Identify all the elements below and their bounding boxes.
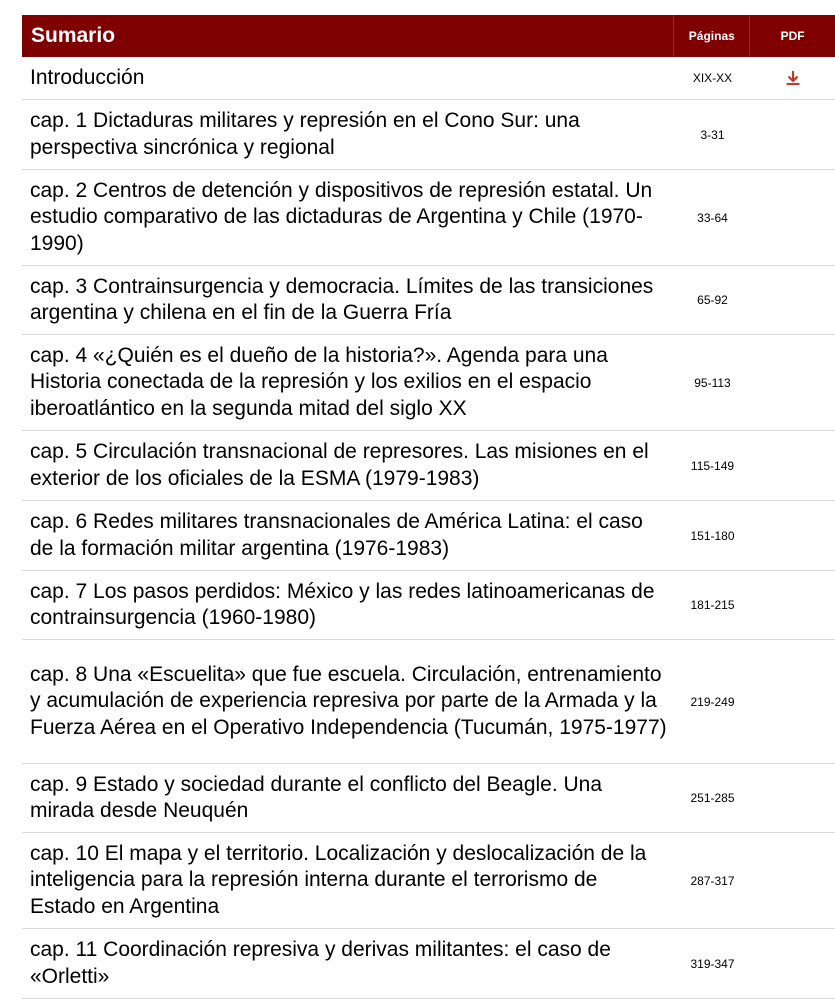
- table-row: [22, 57, 835, 100]
- row-pages: 115-149: [690, 458, 735, 473]
- pdf-column-header: PDF: [749, 15, 835, 57]
- row-pages: XIX-XX: [692, 71, 733, 85]
- pages-column-header: Páginas: [673, 15, 749, 57]
- table-header: [22, 15, 835, 57]
- table-row: [22, 833, 835, 929]
- row-pages: 33-64: [697, 210, 728, 225]
- summary-table: [22, 15, 835, 999]
- table-row: [22, 335, 835, 431]
- table-row: [22, 170, 835, 266]
- table-row: [22, 431, 835, 501]
- summary-title: Sumario: [31, 24, 116, 47]
- row-title[interactable]: cap. 8 Una «Escuelita» que fue escuela. Circulación, entrenamiento y acumulación de experiencia represiva por parte de la Armada y la Fuerza Aérea en el Operativo Independencia (Tucumán, 1975-1977): [30, 662, 667, 739]
- pdf-cell: [750, 335, 835, 430]
- row-pages: 95-113: [694, 375, 731, 390]
- table-row: [22, 100, 835, 170]
- row-title[interactable]: cap. 4 «¿Quién es el dueño de la historia?». Agenda para una Historia conectada de la represión y los exilios en el espacio iberoatlántico en la segunda mitad del siglo XX: [30, 343, 608, 420]
- pdf-cell: [750, 833, 835, 928]
- pdf-cell: [750, 100, 835, 169]
- row-title[interactable]: Introducción: [30, 65, 145, 89]
- row-title[interactable]: cap. 1 Dictaduras militares y represión en el Cono Sur: una perspectiva sincrónica y regional: [30, 109, 580, 159]
- row-title[interactable]: cap. 9 Estado y sociedad durante el conflicto del Beagle. Una mirada desde Neuquén: [30, 772, 603, 822]
- download-pdf-button[interactable]: [783, 68, 803, 88]
- row-title[interactable]: cap. 10 El mapa y el territorio. Localización y deslocalización de la inteligencia para la represión interna durante el terrorismo de Estado en Argentina: [30, 841, 647, 918]
- table-row: [22, 929, 835, 999]
- download-icon: [785, 70, 801, 86]
- pdf-cell: [750, 571, 835, 639]
- row-title[interactable]: cap. 3 Contrainsurgencia y democracia. Límites de las transiciones argentina y chilena en el fin de la Guerra Fría: [30, 274, 654, 324]
- row-title[interactable]: cap. 11 Coordinación represiva y derivas militantes: el caso de «Orletti»: [30, 938, 611, 988]
- pdf-cell: [750, 501, 835, 570]
- row-pages: 181-215: [690, 598, 735, 612]
- table-row: [22, 571, 835, 640]
- row-pages: 3-31: [700, 127, 725, 142]
- table-row: [22, 764, 835, 833]
- pdf-cell: [750, 929, 835, 998]
- row-title[interactable]: cap. 5 Circulación transnacional de represores. Las misiones en el exterior de los oficiales de la ESMA (1979-1983): [30, 440, 649, 490]
- row-pages: 319-347: [690, 956, 735, 971]
- pdf-cell: [750, 266, 835, 334]
- row-title[interactable]: cap. 6 Redes militares transnacionales de América Latina: el caso de la formación militar argentina (1976-1983): [30, 510, 643, 560]
- table-row: [22, 266, 835, 335]
- row-pages: 65-92: [697, 293, 728, 307]
- pdf-cell: [750, 431, 835, 500]
- row-title[interactable]: cap. 2 Centros de detención y dispositivos de represión estatal. Un estudio comparativo de las dictaduras de Argentina y Chile (1970-1990): [30, 178, 653, 255]
- table-row: [22, 640, 835, 764]
- row-pages: 151-180: [690, 528, 735, 543]
- pdf-cell: [750, 640, 835, 763]
- row-title[interactable]: cap. 7 Los pasos perdidos: México y las redes latinoamericanas de contrainsurgencia (1960-1980): [30, 579, 655, 629]
- table-row: [22, 501, 835, 571]
- pdf-cell: [750, 764, 835, 832]
- pdf-cell: [750, 57, 835, 99]
- row-pages: 287-317: [690, 873, 735, 888]
- row-pages: 219-249: [690, 694, 735, 709]
- row-pages: 251-285: [690, 791, 735, 805]
- pdf-cell: [750, 170, 835, 265]
